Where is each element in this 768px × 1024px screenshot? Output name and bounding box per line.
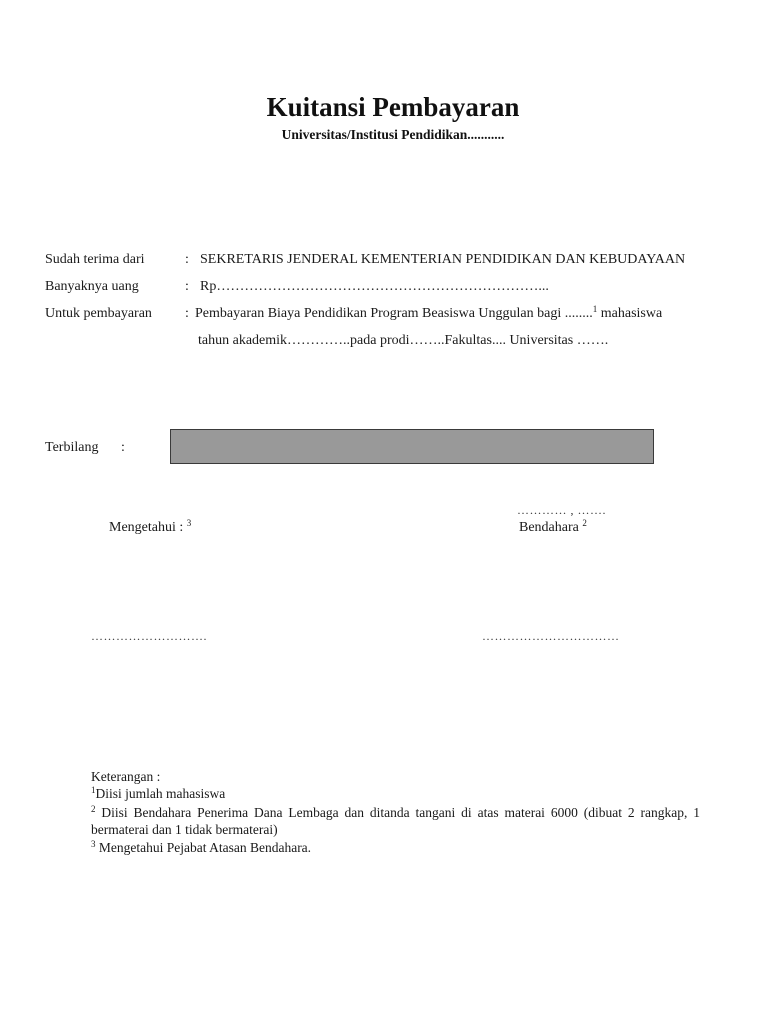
- terbilang-amount-box: [170, 429, 654, 464]
- page-subtitle: Universitas/Institusi Pendidikan...........: [281, 127, 505, 142]
- terbilang-colon: :: [121, 440, 125, 455]
- amount-value: Rp……………………………………………………………...: [200, 279, 549, 294]
- place-date: ………… , …….: [517, 503, 606, 517]
- treasurer-label: Bendahara: [519, 520, 579, 535]
- treasurer-title: [519, 520, 587, 536]
- page-title: Kuitansi Pembayaran: [266, 92, 520, 122]
- purpose-value-line2: tahun akademik…………..pada prodi……..Fakultas.... Universitas …….: [198, 333, 609, 348]
- terbilang-label: Terbilang: [45, 440, 99, 455]
- note-text-2: Diisi Bendahara Penerima Dana Lembaga dan ditanda tangani di atas materai 6000 (dibuat 2 rangkap, 1 bermaterai dan 1 tidak bermaterai): [91, 805, 701, 837]
- amount-colon: :: [185, 279, 189, 294]
- note-ref-2: 2: [91, 804, 96, 814]
- left-signature-line: ……………………….: [91, 629, 207, 643]
- footnote-ref-3: 3: [186, 518, 192, 528]
- received-from-colon: :: [185, 252, 189, 267]
- notes-heading: Keterangan :: [91, 769, 161, 784]
- note-item-2: [91, 804, 700, 838]
- acknowledged-by-title: [109, 520, 191, 536]
- note-text-3: Mengetahui Pejabat Atasan Bendahara.: [98, 840, 312, 855]
- received-from-label: Sudah terima dari: [45, 252, 145, 267]
- purpose-text: Pembayaran Biaya Pendidikan Program Beasiswa Unggulan bagi ........: [195, 306, 593, 321]
- purpose-text-end: mahasiswa: [600, 306, 663, 321]
- footnote-ref-2: 2: [582, 518, 587, 528]
- note-text-1: Diisi jumlah mahasiswa: [95, 786, 226, 801]
- note-ref-3: 3: [91, 839, 96, 849]
- note-ref-1: 1: [91, 785, 96, 795]
- note-item-1: [91, 786, 225, 802]
- received-from-value: SEKRETARIS JENDERAL KEMENTERIAN PENDIDIKAN DAN KEBUDAYAAN: [200, 252, 686, 267]
- acknowledged-by-label: Mengetahui :: [109, 520, 184, 535]
- note-item-3: [91, 840, 311, 856]
- purpose-label: Untuk pembayaran: [45, 306, 152, 321]
- purpose-colon: :: [185, 306, 189, 321]
- purpose-value-line1: [195, 306, 662, 322]
- footnote-ref-1: 1: [592, 304, 598, 314]
- amount-label: Banyaknya uang: [45, 279, 139, 294]
- right-signature-line: ……………………………: [482, 629, 620, 643]
